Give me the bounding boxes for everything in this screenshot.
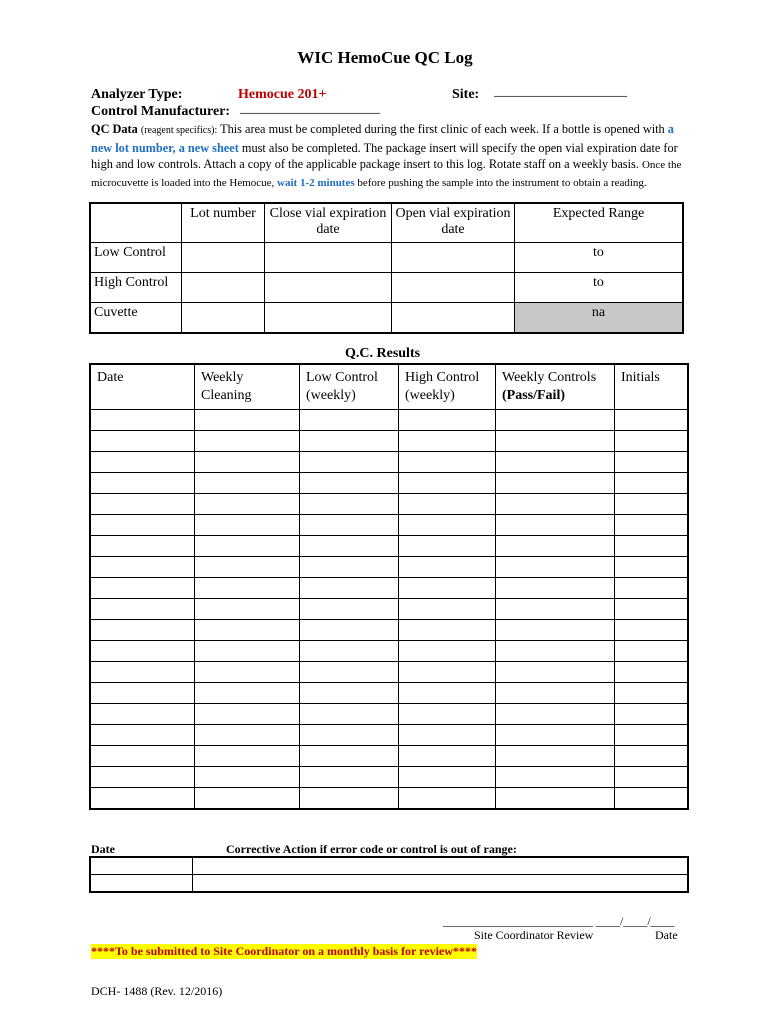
result-cell[interactable]	[90, 431, 195, 452]
qc-text-4: before pushing the sample into the instrument to obtain a reading.	[354, 176, 647, 189]
result-cell[interactable]	[300, 578, 399, 599]
review-date-label: Date	[655, 928, 678, 942]
row-label: High Control	[90, 273, 182, 303]
table-row	[90, 494, 688, 515]
result-cell[interactable]	[496, 704, 615, 725]
result-cell[interactable]	[195, 494, 300, 515]
result-cell[interactable]	[615, 662, 689, 683]
row-label: Cuvette	[90, 303, 182, 334]
manufacturer-blank[interactable]: ____________________	[240, 101, 380, 116]
reagent-note: (reagent specifics):	[140, 125, 218, 136]
header-low-control: Low Control (weekly)	[300, 364, 399, 410]
result-cell[interactable]	[615, 536, 689, 557]
manufacturer-label: Control Manufacturer:	[91, 104, 231, 119]
input-cell[interactable]	[392, 243, 515, 273]
result-cell[interactable]	[195, 662, 300, 683]
result-cell[interactable]	[195, 473, 300, 494]
ca-action-cell[interactable]	[193, 857, 689, 875]
result-cell[interactable]	[496, 494, 615, 515]
result-cell[interactable]	[615, 683, 689, 704]
result-cell[interactable]	[300, 494, 399, 515]
result-cell[interactable]	[300, 410, 399, 431]
result-cell[interactable]	[300, 473, 399, 494]
analyzer-label: Analyzer Type:	[91, 87, 183, 102]
result-cell[interactable]	[195, 704, 300, 725]
result-cell[interactable]	[195, 620, 300, 641]
ca-action-cell[interactable]	[193, 875, 689, 893]
corner-cell	[90, 203, 182, 243]
result-cell[interactable]	[300, 746, 399, 767]
result-cell[interactable]	[399, 641, 496, 662]
result-cell[interactable]	[399, 746, 496, 767]
result-cell[interactable]	[496, 410, 615, 431]
result-cell[interactable]	[496, 536, 615, 557]
result-cell[interactable]	[195, 788, 300, 810]
corrective-action-label: Corrective Action if error code or control is out of range:	[226, 842, 517, 856]
result-cell[interactable]	[496, 683, 615, 704]
qc-text-3: Once the microcuvette is loaded into the Hemocue,	[91, 159, 682, 189]
result-cell[interactable]	[195, 410, 300, 431]
result-cell[interactable]	[195, 767, 300, 788]
result-cell[interactable]	[399, 452, 496, 473]
result-cell[interactable]	[90, 557, 195, 578]
qc-results-table	[89, 363, 689, 810]
weekly-controls-label: Weekly Controls	[502, 370, 597, 385]
result-cell[interactable]	[300, 620, 399, 641]
result-cell[interactable]	[399, 704, 496, 725]
header-date: Date	[90, 364, 195, 410]
result-cell[interactable]	[615, 725, 689, 746]
ca-date-cell[interactable]	[90, 857, 193, 875]
result-cell[interactable]	[195, 641, 300, 662]
result-cell[interactable]	[399, 557, 496, 578]
new-sheet-link: a new sheet	[178, 140, 239, 155]
result-cell[interactable]	[195, 515, 300, 536]
table-row	[90, 725, 688, 746]
result-cell[interactable]	[195, 725, 300, 746]
header-lot: Lot number	[182, 203, 265, 243]
result-cell[interactable]	[90, 473, 195, 494]
result-cell[interactable]	[300, 767, 399, 788]
input-cell[interactable]	[265, 303, 392, 334]
result-cell[interactable]	[615, 515, 689, 536]
form-id: DCH- 1488 (Rev. 12/2016)	[91, 984, 223, 998]
result-cell[interactable]	[90, 704, 195, 725]
result-cell[interactable]	[496, 473, 615, 494]
result-cell[interactable]	[195, 536, 300, 557]
qc-data-label: QC Data	[91, 122, 138, 136]
result-cell[interactable]	[195, 557, 300, 578]
result-cell[interactable]	[300, 683, 399, 704]
header-weekly-cleaning: Weekly Cleaning	[195, 364, 300, 410]
result-cell[interactable]	[615, 494, 689, 515]
header-weekly-controls	[496, 364, 615, 410]
result-cell[interactable]	[615, 746, 689, 767]
result-cell[interactable]	[615, 557, 689, 578]
header-close-vial: Close vial expiration date	[265, 203, 392, 243]
result-cell[interactable]	[615, 431, 689, 452]
range-cell-shaded: na	[515, 303, 684, 334]
table-row	[90, 515, 688, 536]
result-cell[interactable]	[496, 452, 615, 473]
signature-line[interactable]: _________________________ ____/____/____	[443, 914, 675, 928]
table-row	[90, 704, 688, 725]
result-cell[interactable]	[90, 494, 195, 515]
result-cell[interactable]	[195, 578, 300, 599]
result-cell[interactable]	[300, 704, 399, 725]
result-cell[interactable]	[615, 578, 689, 599]
table-row	[90, 431, 688, 452]
result-cell[interactable]	[496, 725, 615, 746]
header-open-vial: Open vial expiration date	[392, 203, 515, 243]
input-cell[interactable]	[182, 243, 265, 273]
corrective-date-label: Date	[91, 842, 115, 856]
result-cell[interactable]	[90, 767, 195, 788]
result-cell[interactable]	[300, 536, 399, 557]
result-cell[interactable]	[615, 767, 689, 788]
result-cell[interactable]	[195, 452, 300, 473]
result-cell[interactable]	[399, 536, 496, 557]
corrective-table	[89, 856, 689, 893]
header-high-control: High Control (weekly)	[399, 364, 496, 410]
table-row	[90, 641, 688, 662]
result-cell[interactable]	[615, 410, 689, 431]
result-cell[interactable]	[496, 599, 615, 620]
range-cell[interactable]: to	[515, 273, 684, 303]
result-cell[interactable]	[195, 431, 300, 452]
result-cell[interactable]	[496, 431, 615, 452]
input-cell[interactable]	[392, 303, 515, 334]
wait-link: wait 1-2 minutes	[277, 176, 355, 189]
analyzer-value: Hemocue 201+	[238, 87, 327, 102]
result-cell[interactable]	[615, 641, 689, 662]
table-row	[90, 452, 688, 473]
result-cell[interactable]	[615, 452, 689, 473]
result-cell[interactable]	[195, 599, 300, 620]
result-cell[interactable]	[615, 788, 689, 810]
table-row	[90, 746, 688, 767]
result-cell[interactable]	[496, 746, 615, 767]
input-cell[interactable]	[182, 273, 265, 303]
result-cell[interactable]	[300, 452, 399, 473]
result-cell[interactable]	[90, 641, 195, 662]
reviewer-label: Site Coordinator Review	[474, 928, 594, 942]
result-cell[interactable]	[399, 620, 496, 641]
table-row	[90, 620, 688, 641]
result-cell[interactable]	[90, 578, 195, 599]
result-cell[interactable]	[90, 410, 195, 431]
input-cell[interactable]	[182, 303, 265, 334]
result-cell[interactable]	[399, 578, 496, 599]
range-cell[interactable]: to	[515, 243, 684, 273]
table-row	[90, 557, 688, 578]
result-cell[interactable]	[496, 641, 615, 662]
result-cell[interactable]	[195, 683, 300, 704]
table-row	[90, 662, 688, 683]
result-cell[interactable]	[399, 767, 496, 788]
result-cell[interactable]	[300, 788, 399, 810]
table-row	[90, 578, 688, 599]
control-table	[89, 202, 684, 334]
result-cell[interactable]	[399, 662, 496, 683]
result-cell[interactable]	[90, 683, 195, 704]
result-cell[interactable]	[496, 620, 615, 641]
table-row	[90, 473, 688, 494]
input-cell[interactable]	[392, 273, 515, 303]
result-cell[interactable]	[300, 725, 399, 746]
result-cell[interactable]	[90, 620, 195, 641]
row-label: Low Control	[90, 243, 182, 273]
result-cell[interactable]	[90, 515, 195, 536]
result-cell[interactable]	[615, 620, 689, 641]
result-cell[interactable]	[90, 599, 195, 620]
result-cell[interactable]	[615, 599, 689, 620]
result-cell[interactable]	[300, 641, 399, 662]
input-cell[interactable]	[265, 243, 392, 273]
result-cell[interactable]	[399, 725, 496, 746]
table-row	[90, 788, 688, 810]
result-cell[interactable]	[615, 704, 689, 725]
result-cell[interactable]	[300, 557, 399, 578]
qc-text-2: must also be completed. The package insert will specify the open vial expiration date for high and low controls. Attach a copy of the applicable package insert to this log. Rotate staff on a weekly basis.	[91, 140, 678, 171]
result-cell[interactable]	[496, 662, 615, 683]
site-label: Site:	[452, 87, 480, 102]
new-lot-link: a new lot number	[91, 122, 674, 155]
result-cell[interactable]	[399, 473, 496, 494]
result-cell[interactable]	[496, 557, 615, 578]
result-cell[interactable]	[615, 473, 689, 494]
result-cell[interactable]	[300, 662, 399, 683]
comma: ,	[172, 140, 179, 155]
header-initials: Initials	[615, 364, 689, 410]
qc-results-title: Q.C. Results	[345, 346, 421, 361]
result-cell[interactable]	[90, 662, 195, 683]
result-cell[interactable]	[195, 746, 300, 767]
result-cell[interactable]	[399, 410, 496, 431]
result-cell[interactable]	[90, 746, 195, 767]
result-cell[interactable]	[399, 431, 496, 452]
table-row	[90, 599, 688, 620]
input-cell[interactable]	[265, 273, 392, 303]
table-row	[90, 767, 688, 788]
table-row	[90, 536, 688, 557]
result-cell[interactable]	[90, 788, 195, 810]
submission-note: ****To be submitted to Site Coordinator on a monthly basis for review****	[91, 944, 477, 958]
result-cell[interactable]	[300, 599, 399, 620]
qc-text-1: This area must be completed during the first clinic of each week. If a bottle is opened with	[217, 122, 668, 136]
table-row	[90, 410, 688, 431]
result-cell[interactable]	[399, 599, 496, 620]
result-cell[interactable]	[90, 452, 195, 473]
qc-instructions	[91, 121, 691, 191]
pass-fail-label: (Pass/Fail)	[502, 388, 565, 403]
page-title: WIC HemoCue QC Log	[297, 48, 473, 67]
result-cell[interactable]	[300, 515, 399, 536]
result-cell[interactable]	[300, 431, 399, 452]
result-cell[interactable]	[399, 515, 496, 536]
result-cell[interactable]	[399, 788, 496, 810]
header-expected-range: Expected Range	[515, 203, 684, 243]
site-blank[interactable]: ___________________	[494, 84, 627, 99]
result-cell[interactable]	[496, 767, 615, 788]
result-cell[interactable]	[399, 494, 496, 515]
result-cell[interactable]	[90, 536, 195, 557]
result-cell[interactable]	[90, 725, 195, 746]
ca-date-cell[interactable]	[90, 875, 193, 893]
result-cell[interactable]	[496, 515, 615, 536]
table-row	[90, 683, 688, 704]
result-cell[interactable]	[399, 683, 496, 704]
result-cell[interactable]	[496, 788, 615, 810]
result-cell[interactable]	[496, 578, 615, 599]
